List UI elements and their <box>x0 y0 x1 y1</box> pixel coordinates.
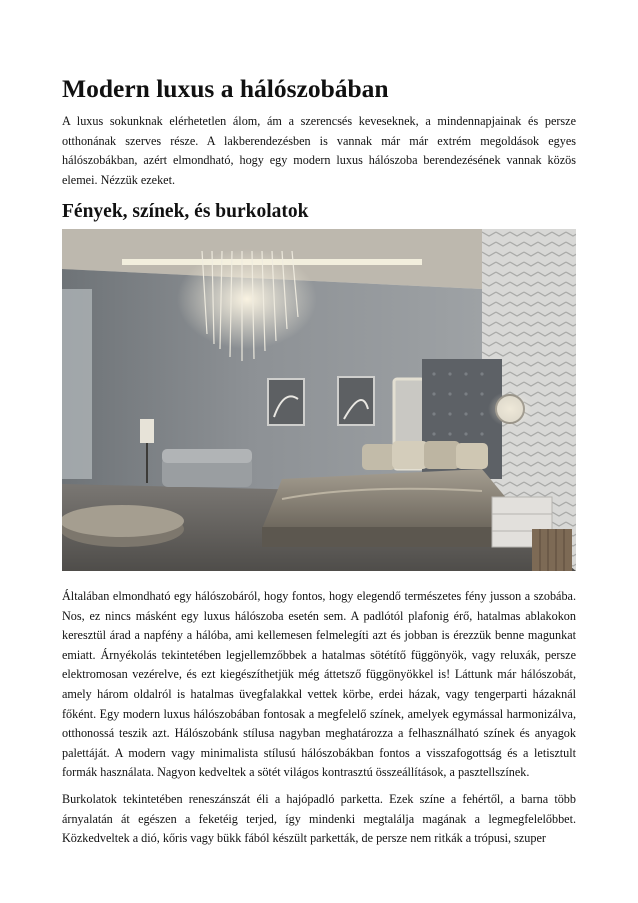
body-paragraph-2: Burkolatok tekintetében reneszánszát éli a hajópadló parketta. Ezek színe a fehértől, a barna több árnyalatán át egészen a feketéig terjed, így mindenki megtalálja magának a legmegfelelőbbet. Közkedveltek a dió, kőris vagy bükk fából készült parketták, de persze nem ritkák a trópusi, szuper <box>62 792 576 846</box>
body-paragraph-1: Általában elmondható egy hálószobáról, hogy fontos, hogy elegendő természetes fény jusson a szobába. Nos, ez nincs másként egy luxus hálószoba esetén sem. A padlótól plafonig érő, hatalmas ablakokon keresztül árad a napfény a hálóba, ami kellemesen felmelegíti azt és jobban is érezzük benne magunkat emiatt. Árnyékolás tekintetében legjellemzőbbek a hatalmas sötétítő függönyök, vagy reluxák, persze elektromosan vezérelve, és ezt kiegészíthetjük még áttetsző függönyökkel is! Láttunk már hálószobát, amely három oldalról is hatalmas üvegfalakkal vettek körbe, erdei házak, vagy tengerparti házaknál főként. Egy modern luxus hálószobában fontosak a megfelelő színek, amelyek egymással harmonizálva, otthonossá teszik azt. Hálószobánk stílusa nagyban meghatározza a felhasználható színek és anyagok palettáját. A modern vagy minimalista stílusú hálószobákban fontos a visszafogottság és a letisztult formák használata. Nagyon kedveltek a sötét világos kontrasztú összeállítások, a pasztellszínek. <box>62 589 576 780</box>
pillow <box>424 441 460 469</box>
basket <box>532 529 572 571</box>
wall-art-right <box>338 377 374 425</box>
intro-paragraph: A luxus sokunknak elérhetetlen álom, ám a szerencsés keveseknek, a mindennapjainak és persze otthonának szerves része. A lakberendezésben is vannak már már extrém megoldások egyes hálószobákban, azért elmondható, hogy egy modern luxus hálószoba berendezésének vannak közös elemei. Nézzük ezeket. <box>62 114 576 187</box>
section-heading: Fények, színek, és burkolatok <box>62 201 309 222</box>
wall-art-left <box>268 379 304 425</box>
page-title: Modern luxus a hálószobában <box>62 74 389 103</box>
floor-lamp-shade <box>140 419 154 443</box>
pillow <box>362 444 396 470</box>
pillow <box>456 443 488 469</box>
bedroom-illustration <box>62 229 576 571</box>
pillow <box>392 441 428 469</box>
bedroom-photo <box>62 229 576 571</box>
